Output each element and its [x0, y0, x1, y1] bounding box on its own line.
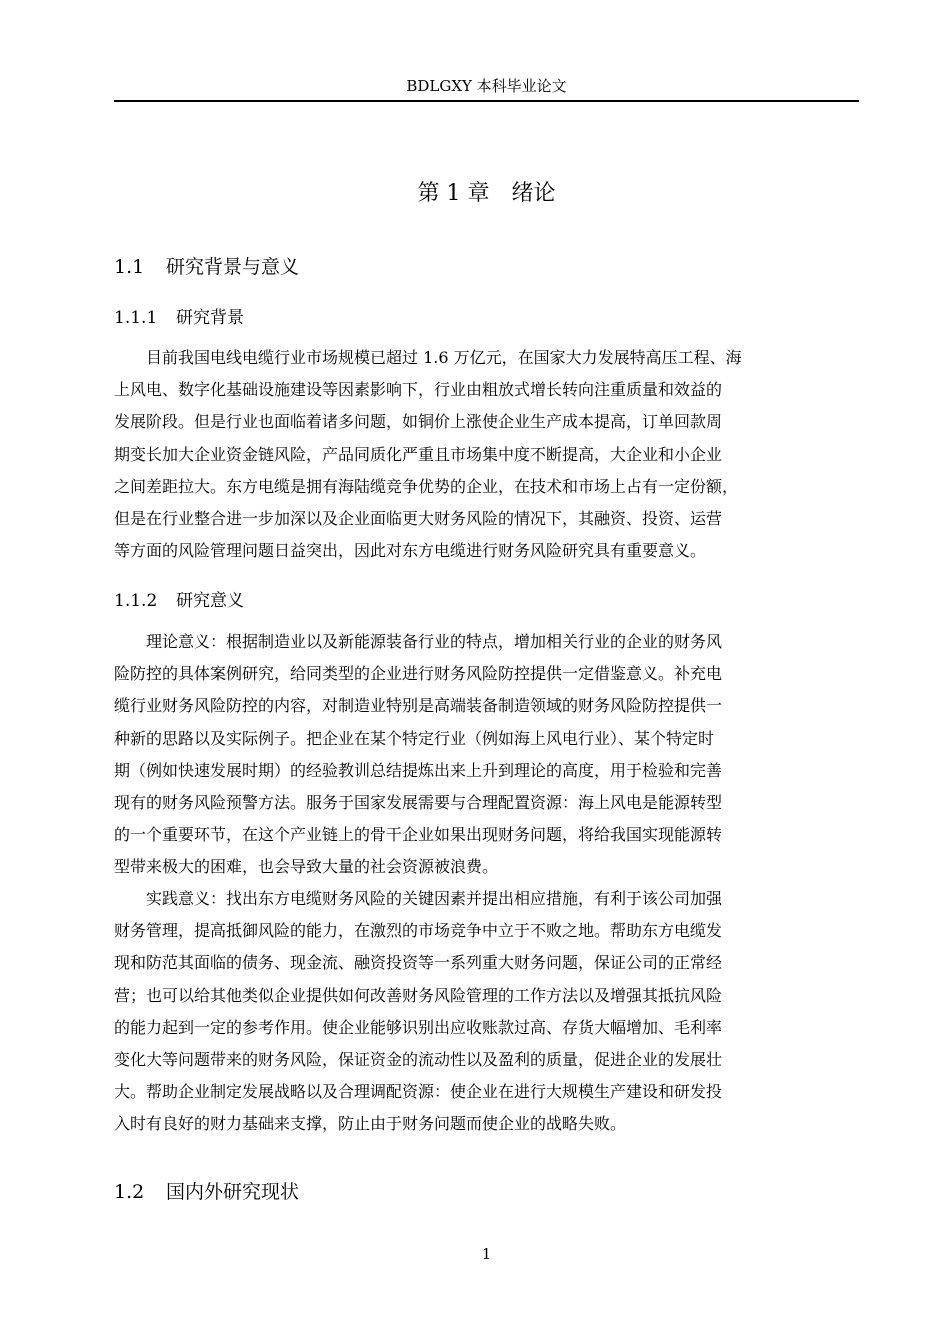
paragraph-line: 变化大等问题带来的财务风险，保证资金的流动性以及盈利的质量，促进企业的发展壮: [114, 1050, 723, 1070]
paragraph-line: 但是在行业整合进一步加深以及企业面临更大财务风险的情况下，其融资、投资、运营: [114, 509, 723, 529]
paragraph-practice: [114, 883, 859, 1141]
paragraph-line: 型带来极大的困难，也会导致大量的社会资源被浪费。: [114, 857, 499, 877]
running-header: BDLGXY 本科毕业论文: [406, 77, 567, 95]
paragraph-line: 大。帮助企业制定发展战略以及合理调配资源：使企业在进行大规模生产建设和研发投: [114, 1082, 723, 1102]
section-heading-1-2: [114, 1178, 299, 1206]
paragraph-line: 等方面的风险管理问题日益突出，因此对东方电缆进行财务风险研究具有重要意义。: [114, 541, 707, 561]
section-title: 研究背景与意义: [166, 256, 300, 278]
paragraph-line: 发展阶段。但是行业也面临着诸多问题，如铜价上涨使企业生产成本提高，订单回款周: [114, 412, 723, 432]
paragraph-line: 险防控的具体案例研究，给同类型的企业进行财务风险防控提供一定借鉴意义。补充电: [114, 664, 723, 684]
paragraph-line: 的能力起到一定的参考作用。使企业能够识别出应收账款过高、存货大幅增加、毛利率: [114, 1017, 723, 1037]
paragraph-theory: [114, 626, 859, 884]
paragraph-line: 缆行业财务风险防控的内容，对制造业特别是高端装备制造领域的财务风险防控提供一: [114, 696, 723, 716]
section-title: 国内外研究现状: [166, 1181, 300, 1203]
chapter-heading: [114, 178, 859, 210]
header-rule: [114, 100, 859, 102]
paragraph-line: 目前我国电线电缆行业市场规模已超过 1.6 万亿元，在国家大力发展特高压工程、海: [114, 348, 742, 367]
paragraph-line: 的一个重要环节，在这个产业链上的骨干企业如果出现财务问题，将给我国实现能源转: [114, 825, 723, 845]
section-number: 1.1: [114, 256, 145, 278]
chapter-title: 绪论: [511, 181, 556, 206]
page-number: 1: [481, 1245, 492, 1263]
subsection-heading-1-1-1: [114, 305, 244, 331]
paragraph-line: 实践意义：找出东方电缆财务风险的关键因素并提出相应措施，有利于该公司加强: [114, 889, 723, 908]
paragraph-line: 上风电、数字化基础设施建设等因素影响下，行业由粗放式增长转向注重质量和效益的: [114, 380, 723, 400]
paragraph-background: [114, 342, 859, 567]
paragraph-line: 之间差距拉大。东方电缆是拥有海陆缆竞争优势的企业，在技术和市场上占有一定份额，: [114, 476, 739, 496]
paragraph-line: 财务管理，提高抵御风险的能力，在激烈的市场竞争中立于不败之地。帮助东方电缆发: [114, 921, 723, 941]
section-number: 1.2: [114, 1181, 145, 1203]
section-heading-1-1: [114, 253, 299, 281]
paragraph-line: 理论意义：根据制造业以及新能源装备行业的特点，增加相关行业的企业的财务风: [114, 632, 723, 651]
paragraph-line: 期变长加大企业资金链风险，产品同质化严重且市场集中度不断提高，大企业和小企业: [114, 444, 723, 464]
paragraph-line: 入时有良好的财力基础来支撑，防止由于财务问题而使企业的战略失败。: [114, 1114, 627, 1134]
chapter-number: 第 1 章: [417, 181, 490, 206]
subsection-title: 研究背景: [176, 308, 244, 328]
paragraph-line: 种新的思路以及实际例子。把企业在某个特定行业（例如海上风电行业）、某个特定时: [114, 728, 715, 748]
subsection-number: 1.1.2: [114, 591, 158, 611]
subsection-title: 研究意义: [176, 591, 244, 611]
subsection-number: 1.1.1: [114, 308, 158, 328]
subsection-heading-1-1-2: [114, 588, 244, 614]
paragraph-line: 现有的财务风险预警方法。服务于国家发展需要与合理配置资源：海上风电是能源转型: [114, 793, 723, 813]
paragraph-line: 期（例如快速发展时期）的经验教训总结提炼出来上升到理论的高度，用于检验和完善: [114, 760, 723, 780]
paragraph-line: 现和防范其面临的债务、现金流、融资投资等一系列重大财务问题，保证公司的正常经: [114, 953, 723, 973]
paragraph-line: 营；也可以给其他类似企业提供如何改善财务风险管理的工作方法以及增强其抵抗风险: [114, 985, 723, 1005]
